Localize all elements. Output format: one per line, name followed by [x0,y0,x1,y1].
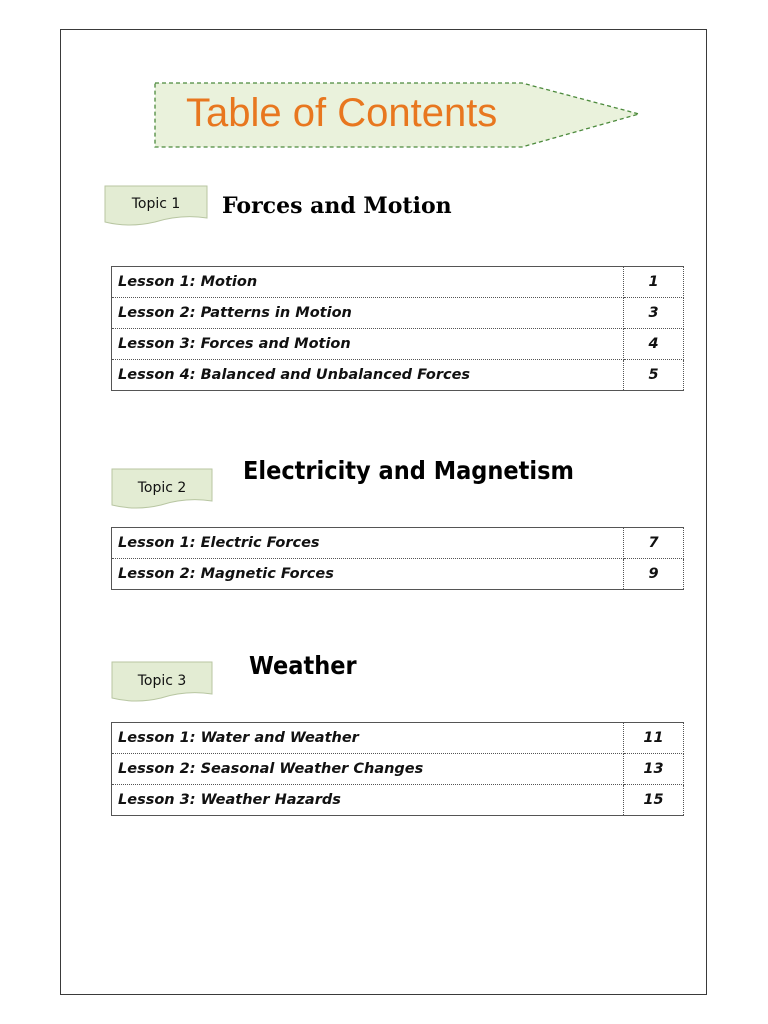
topic-3-title: Weather [249,651,357,680]
page-frame [60,29,707,995]
lesson-page: 1 [624,267,684,298]
lesson-label: Lesson 2: Magnetic Forces [112,559,624,590]
lesson-page: 13 [624,754,684,785]
table-row [112,785,684,816]
table-row [112,528,684,559]
lesson-page: 11 [624,723,684,754]
topic-1-lesson-table [111,266,684,391]
page-title: Table of Contents [186,91,498,135]
lesson-page: 15 [624,785,684,816]
topic-2-lesson-table [111,527,684,590]
topic-1-tab-label: Topic 1 [131,196,181,212]
topic-3-lesson-table [111,722,684,816]
lesson-page: 7 [624,528,684,559]
table-row [112,754,684,785]
lesson-label: Lesson 3: Forces and Motion [112,329,624,360]
lesson-label: Lesson 4: Balanced and Unbalanced Forces [112,360,624,391]
table-row [112,267,684,298]
lesson-label: Lesson 2: Seasonal Weather Changes [112,754,624,785]
topic-2-tab [110,467,214,511]
lesson-page: 4 [624,329,684,360]
table-row [112,723,684,754]
topic-1-title: Forces and Motion [222,193,452,219]
lesson-label: Lesson 1: Motion [112,267,624,298]
topic-3-tab [110,660,214,704]
table-row [112,559,684,590]
table-row [112,360,684,391]
title-banner [152,80,642,152]
topic-2-title: Electricity and Magnetism [243,456,574,485]
lesson-label: Lesson 3: Weather Hazards [112,785,624,816]
topic-1-tab [103,184,209,228]
lesson-page: 3 [624,298,684,329]
topic-2-tab-label: Topic 2 [137,480,187,496]
lesson-label: Lesson 2: Patterns in Motion [112,298,624,329]
lesson-label: Lesson 1: Water and Weather [112,723,624,754]
lesson-page: 5 [624,360,684,391]
table-row [112,329,684,360]
table-row [112,298,684,329]
topic-3-tab-label: Topic 3 [137,673,187,689]
lesson-label: Lesson 1: Electric Forces [112,528,624,559]
lesson-page: 9 [624,559,684,590]
